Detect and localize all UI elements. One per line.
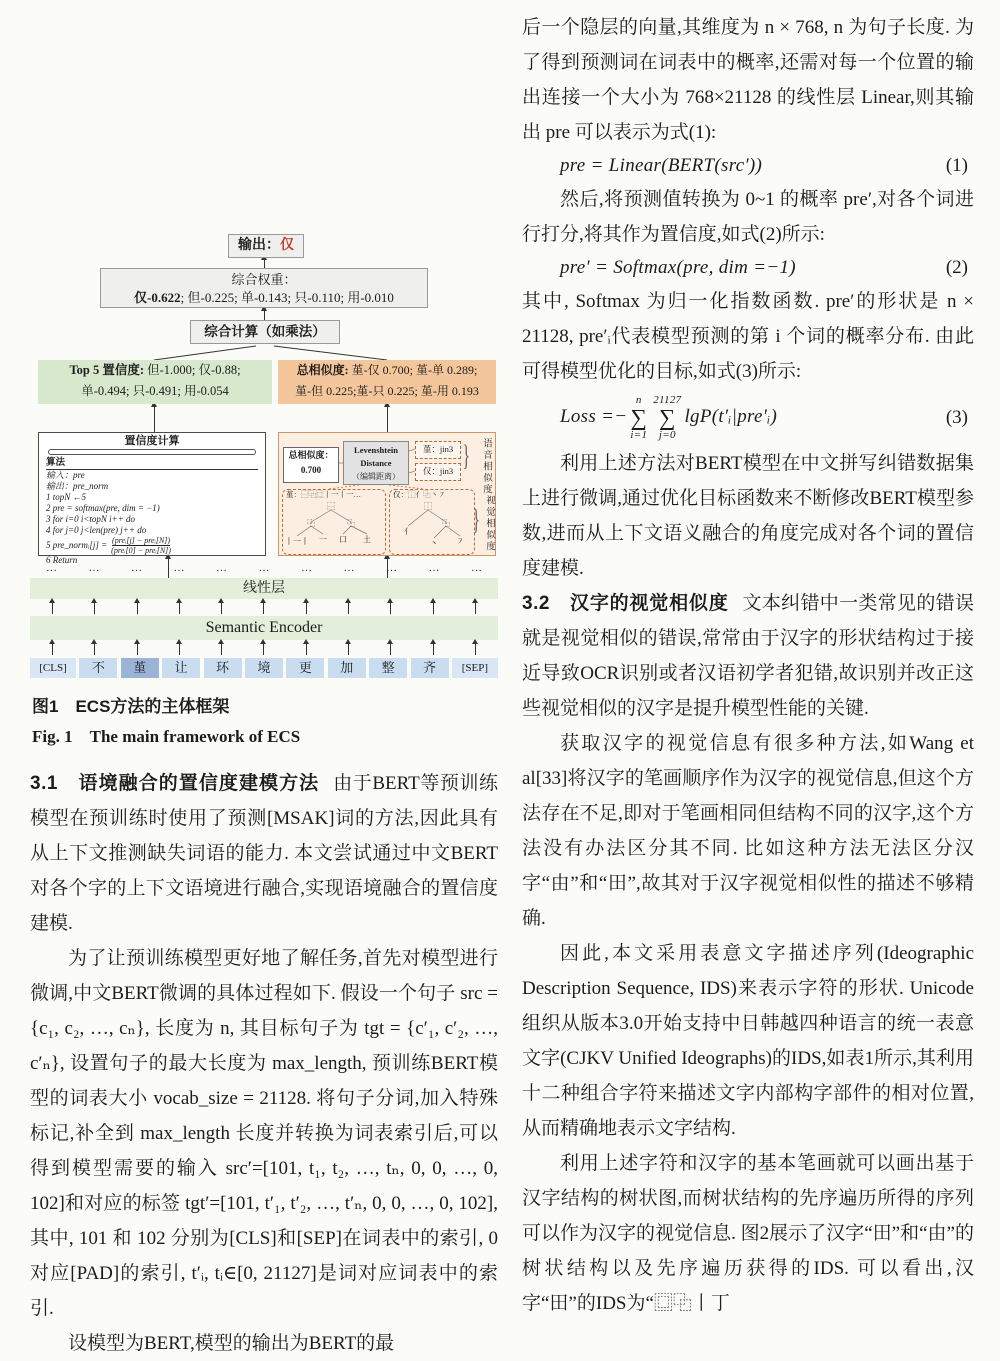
semantic-encoder-band: Semantic Encoder (30, 616, 498, 640)
paragraph: 为了让预训练模型更好地了解任务,首先对模型进行微调,中文BERT微调的具体过程如下. 假设一个句子 src = {c₁, c₂, …, cₙ}, 长度为 n, 其目标句子为 tgt = {c′₁, c′₂, …, c′ₙ}, 设置句子的最大长度为 max_length, 预训练BERT模型的词表大小 vocab_size = 21128. 将句子分词,加入特殊标记,补全到 max_length 长度并转换为词表索引后,可以得到模型需要的输入 src′=[101, t₁, t₂, …, tₙ, 0, 0, …, 0, 102]和对应的标签 tgt′=[101, t′₁, t′₂, …, t′ₙ, 0, 0, …, 0, 102], 其中, 101 和 102 分别为[CLS]和[SEP]在词表中的索引, 0 对应[PAD]的索引, t′ᵢ, tᵢ∈[0, 21127]是词对应词表中的索引. (30, 948, 498, 1319)
equation-3: Loss =− n ∑ i=1 21127 ∑ j=0 lgP(t′ᵢ|pre′ᵢ) (3) (560, 394, 968, 442)
fraction: $\frac{\text{(preᵢ[j] − preᵢ[N])}}{\text{(preᵢ[0] − preᵢ[N])}}$ (111, 536, 171, 555)
linear-layer-band: 线性层 (30, 578, 498, 599)
svg-text:亻: 亻 (404, 527, 412, 536)
paragraph: 利用上述字符和汉字的基本笔画就可以画出基于汉字结构的树状图,而树状结构的先序遍历所得的序列可以作为汉字的视觉信息. 图2展示了汉字“田”和“由”的树状结构以及先序遍历获得的IDS. 可以看出,汉字“田”的IDS为“⿴⿻丨丁 (522, 1153, 974, 1315)
token-row (30, 658, 498, 678)
svg-text:⿱: ⿱ (327, 502, 335, 511)
paragraph: 后一个隐层的向量,其维度为 n × 768, n 为句子长度. 为了得到预测词在词表中的概率,还需对每一个位置的输出连接一个大小为 768×21128 的线性层 Linear,则其输出 pre 可以表示为式(1): (522, 17, 974, 143)
arrow-weights-to-output (264, 259, 265, 268)
figure-ecs-framework (30, 234, 498, 680)
svg-text:⿰: ⿰ (424, 502, 432, 511)
figure-caption (32, 692, 498, 752)
token: 整 (369, 658, 407, 678)
visual-brace: } (472, 503, 481, 536)
arrows-encoder-to-linear (30, 602, 498, 614)
equation-1: pre = Linear(BERT(src′)) (1) (560, 155, 968, 176)
phonetic-similarity-label: 语音相似度 (481, 438, 491, 496)
section-3-1-heading: 3.1 语境融合的置信度建模方法 (30, 773, 320, 794)
caption-zh: 图1 ECS方法的主体框架 (32, 697, 230, 716)
weights-title: 综合权重： (231, 272, 297, 287)
sigma-sum-i: n ∑ i=1 (630, 394, 648, 442)
svg-text:一: 一 (319, 535, 327, 544)
equation-2: pre′ = Softmax(pre, dim =−1) (2) (560, 257, 968, 278)
ellipsis-row: … … … … … … … … … … … (46, 562, 482, 574)
confidence-algorithm-box: 置信度计算 算法 输入：pre 输出：pre_norm 1 topN ←5 2 pre = softmax(pre, dim = −1) 3 for i=0 i<topN i++ do 4 for j=0 j<len(pre) j++ do 5 pre_normᵢ[j] = $\frac{\text{(preᵢ[j] − preᵢ[N])}}{\text{(preᵢ[0] − preᵢ[N])}}$ 6 Return (38, 432, 266, 556)
section-3-1-paragraph: 3.1 语境融合的置信度建模方法 由于BERT等预训练模型在预训练时使用了预测[MSAK]词的方法,因此具有从上下文推测缺失词语的能力. 本文尝试通过中文BERT对各个字的上下文语境进行融合,实现语境融合的置信度建模. (30, 773, 498, 934)
total-similarity-value-box: 总相似度： 0.700 (283, 447, 339, 483)
algorithm-formula-line: 5 pre_normᵢ[j] = $\frac{\text{(preᵢ[j] − preᵢ[N])}}{\text{(preᵢ[0] − preᵢ[N])}}$ (46, 536, 171, 555)
arrow-combine-to-weights (264, 310, 265, 320)
paragraph: 获取汉字的视觉信息有很多种方法,如Wang et al[33]将汉字的笔画顺序作为汉字的视觉信息,但这个方法存在不足,即对于笔画相同但结构不同的汉字,这个方法没有办法区分其不同. 比如这种方法无法区分汉字“由”和“田”,故其对于汉字视觉相似性的描述不够精确. (522, 733, 974, 930)
output-label: 输出： (238, 238, 280, 253)
visual-similarity-label: 视觉相似度 (484, 495, 494, 553)
algorithm-header: 算法 (46, 457, 258, 470)
combined-weights-box (100, 268, 428, 308)
output-value: 仅 (280, 238, 294, 253)
pinyin-box-jin: 堇：jin3 (415, 441, 461, 459)
token-error-highlight: 堇 (121, 658, 159, 678)
token-sep: [SEP] (452, 658, 498, 678)
paragraph: 然后,将预测值转换为 0~1 的概率 pre′,对各个词进行打分,将其作为置信度,如式(2)所示: (522, 189, 974, 245)
ids-tree-jin3-graph (390, 500, 472, 550)
token: 加 (328, 658, 366, 678)
combine-operation-box: 综合计算（如乘法） (190, 320, 340, 344)
total-similarity-box: 总相似度: 堇-仅 0.700; 堇-单 0.289; 堇-但 0.225;堇-只 0.225; 堇-用 0.193 (278, 360, 496, 404)
output-box (228, 234, 304, 258)
section-3-2-heading: 3.2 汉字的视觉相似度 (522, 593, 729, 615)
svg-text:⿻: ⿻ (442, 519, 450, 528)
ids-tree-jin3: 仅：⿰亻⿻丶㇇ ⿰ 亻 ⿻ 丶 ㇇ (389, 489, 475, 555)
svg-text:口: 口 (339, 535, 347, 544)
svg-text:丶: 丶 (430, 539, 438, 548)
token: 环 (204, 658, 242, 678)
svg-text:㇇: ㇇ (456, 537, 464, 546)
paragraph: 利用上述方法对BERT模型在中文拼写纠错数据集上进行微调,通过优化目标函数来不断修改BERT模型参数,进而从上下文语义融合的角度完成对各个词的置信度建模. (522, 453, 974, 580)
token-cls: [CLS] (30, 658, 76, 678)
pinyin-box-jin2: 仅：jin3 (415, 463, 461, 481)
arrow-alg-to-top5 (154, 406, 155, 432)
svg-text:土: 土 (363, 535, 371, 544)
algorithm-output: 输出：pre_norm (46, 481, 109, 491)
weights-values: 仅-0.622; 但-0.225; 单-0.143; 只-0.110; 用-0.010 (134, 290, 394, 305)
svg-text:丨一丨: 丨一丨 (285, 537, 309, 546)
ids-tree-jin: 堇：⿱⿻⿴丨一丨一… ⿱ ⿻ ⿻ 丨一丨 一 口 土 (282, 489, 386, 555)
sigma-sum-j: 21127 ∑ j=0 (653, 394, 682, 442)
left-column (30, 8, 498, 1361)
top5-confidence-box: Top 5 置信度: 但-1.000; 仅-0.88; 单-0.494; 只-0.491; 用-0.054 (38, 360, 272, 404)
token: 更 (286, 658, 324, 678)
token: 境 (245, 658, 283, 678)
section-3-2-paragraph: 3.2 汉字的视觉相似度 文本纠错中一类常见的错误就是视觉相似的错误,常常由于汉字的形状结构过于接近导致OCR识别或者汉语初学者犯错,故识别并改正这些视觉相似的汉字是提升模型性能的关键. (522, 593, 974, 720)
right-column (522, 8, 974, 1361)
algorithm-input: 输入：pre (46, 470, 85, 480)
visual-similarity-box (278, 432, 496, 556)
algorithm-title: 置信度计算 (124, 435, 180, 447)
sim-prefix: 总相似度: (296, 363, 349, 377)
svg-text:⿻: ⿻ (347, 519, 355, 528)
arrows-tokens-to-encoder (30, 643, 498, 655)
ids-tree-jin-graph (283, 500, 383, 550)
paragraph: 设模型为BERT,模型的输出为BERT的最 (68, 1333, 395, 1354)
algorithm-brace-rule (48, 449, 256, 455)
phonetic-brace: } (462, 439, 471, 472)
arrow-visual-to-sim (387, 406, 388, 432)
paragraph: 其中, Softmax 为归一化指数函数. pre′的形状是 n × 21128, pre′ᵢ代表模型预测的第 i 个词的概率分布. 由此可得模型优化的目标,如式(3)所示: (522, 291, 974, 382)
levenshtein-box: Levenshtein Distance （编辑距离） (343, 441, 409, 485)
caption-en: Fig. 1 The main framework of ECS (32, 727, 301, 746)
token: 让 (162, 658, 200, 678)
paragraph: 因此,本文采用表意文字描述序列(Ideographic Description Sequence, IDS)来表示字符的形状. Unicode组织从版本3.0开始支持中日韩越四种语言的统一表意文字(CJKV Unified Ideographs)的IDS,如表1所示,其利用十二种组合字符来描述文字内部构字部件的相对位置,从而精确地表示文字结构. (522, 943, 974, 1140)
token: 不 (79, 658, 117, 678)
svg-text:⿻: ⿻ (307, 519, 315, 528)
token: 齐 (411, 658, 449, 678)
top5-prefix: Top 5 置信度: (69, 363, 145, 377)
